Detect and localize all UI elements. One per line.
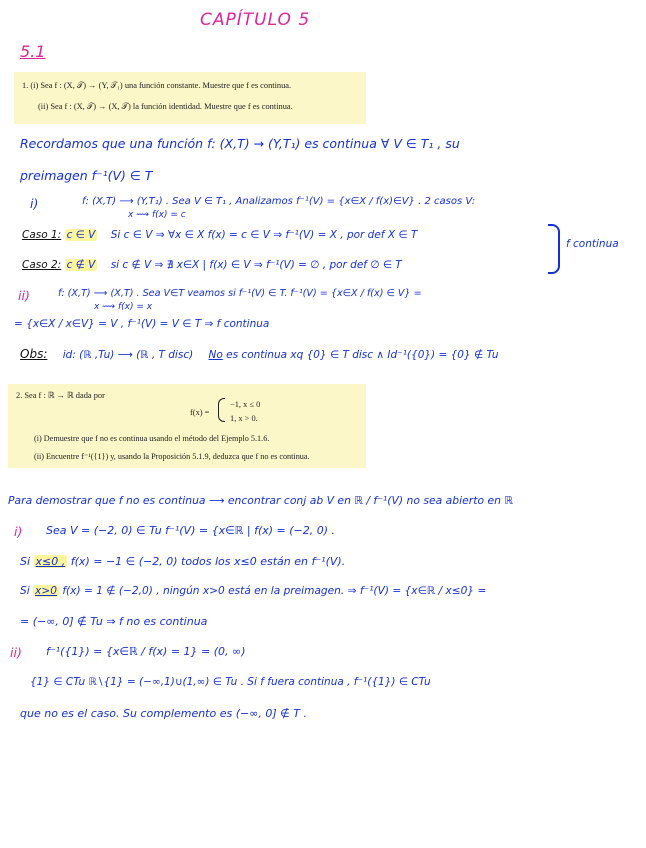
note-definition-line-1: Recordamos que una función f: (X,T) → (Y,T₁) es continua ∀ V ∈ T₁ , su: [20, 136, 460, 151]
note-i-mapping: x ⟿ f(x) = c: [128, 210, 186, 220]
caso-1-row: [22, 229, 417, 241]
exercise-2-case-1: −1, x ≤ 0: [230, 400, 261, 409]
note2-l3-text: f(x) = 1 ∉ (−2,0) , ningún x>0 está en la preimagen. ⇒ f⁻¹(V) = {x∈ℝ / x≤0} =: [62, 585, 487, 597]
note2-l2-pre: Si: [20, 555, 31, 568]
obs-no: No: [208, 349, 223, 361]
note2-line-3: [20, 585, 486, 597]
caso-1-label: Caso 1:: [22, 229, 62, 241]
section-number: 5.1: [20, 42, 46, 61]
note-i-label: i): [30, 196, 39, 211]
note2-l3-highlight: x>0: [35, 585, 57, 597]
note2-l2-highlight: x≤0 ,: [35, 555, 66, 568]
note2-l3-pre: Si: [20, 585, 30, 597]
note2-i-line: Sea V = (−2, 0) ∈ Tu f⁻¹(V) = {x∈ℝ | f(x) = (−2, 0) .: [46, 524, 336, 537]
caso-2-text: si c ∉ V ⇒ ∄ x∈X | f(x) ∈ V ⇒ f⁻¹(V) = ∅ , por def ∅ ∈ T: [110, 259, 402, 271]
note-i-line: f: (X,T) ⟶ (Y,T₁) . Sea V ∈ T₁ , Analizamos f⁻¹(V) = {x∈X / f(x)∈V} . 2 casos V:: [82, 196, 476, 207]
caso-2-condition: c ∉ V: [66, 259, 96, 271]
note2-line-2: [20, 555, 345, 568]
cases-brace: [548, 224, 560, 274]
note-definition-line-2: preimagen f⁻¹(V) ∈ T: [20, 168, 153, 183]
note-ii-line-1: f: (X,T) ⟶ (X,T) . Sea V∈T veamos si f⁻¹(V) ∈ T. f⁻¹(V) = {x∈X / f(x) ∈ V} =: [58, 288, 422, 299]
obs-row: [20, 347, 499, 361]
exercise-2-item-i: (i) Demuestre que f no es continua usando el método del Ejemplo 5.1.6.: [34, 434, 270, 443]
caso-1-text: Si c ∈ V ⇒ ∀x ∈ X f(x) = c ∈ V ⇒ f⁻¹(V) = X , por def X ∈ T: [110, 229, 418, 241]
note2-ii-line-1: f⁻¹({1}) = {x∈ℝ / f(x) = 1} = (0, ∞): [46, 645, 246, 658]
note-ii-label: ii): [18, 288, 30, 303]
note2-l2-text: f(x) = −1 ∈ (−2, 0) todos los x≤0 están en f⁻¹(V).: [70, 555, 346, 568]
conclusion-continua: f continua: [566, 238, 619, 250]
obs-label: Obs:: [20, 347, 48, 361]
exercise-2-intro: 2. Sea f : ℝ → ℝ dada por: [16, 391, 105, 400]
caso-1-condition: c ∈ V: [66, 229, 96, 241]
note2-i-label: i): [14, 524, 23, 539]
note2-intro: Para demostrar que f no es continua ⟶ encontrar conj ab V en ℝ / f⁻¹(V) no sea abierto en ℝ: [8, 494, 513, 507]
caso-2-label: Caso 2:: [22, 259, 62, 271]
obs-rest: es continua xq {0} ∈ T disc ∧ Id⁻¹({0}) = {0} ∉ Tu: [226, 349, 499, 361]
exercise-2-case-2: 1, x > 0.: [230, 414, 258, 423]
exercise-2-box: [8, 384, 366, 468]
note2-ii-label: ii): [10, 645, 22, 660]
exercise-2-item-ii: (ii) Encuentre f⁻¹({1}) y, usando la Proposición 5.1.9, deduzca que f no es continua.: [34, 452, 310, 461]
piecewise-brace: [218, 398, 225, 422]
chapter-title: CAPÍTULO 5: [200, 10, 311, 30]
note-ii-mapping: x ⟿ f(x) = x: [94, 302, 153, 312]
exercise-1-part-i: 1. (i) Sea f : (X, 𝒯) → (Y, 𝒯₁) una función constante. Muestre que f es continua.: [22, 81, 292, 90]
exercise-1-part-ii: (ii) Sea f : (X, 𝒯) → (X, 𝒯) la función identidad. Muestre que f es continua.: [38, 102, 293, 111]
note-ii-line-2: = {x∈X / x∈V} = V , f⁻¹(V) = V ∈ T ⇒ f continua: [14, 318, 270, 330]
note2-line-4: = (−∞, 0] ∉ Tu ⇒ f no es continua: [20, 615, 208, 628]
exercise-1-box: [14, 72, 366, 124]
note2-ii-line-3: que no es el caso. Su complemento es (−∞, 0] ∉ T .: [20, 707, 307, 720]
note2-ii-line-2: {1} ∈ CTu ℝ∖{1} = (−∞,1)∪(1,∞) ∈ Tu . Si f fuera continua , f⁻¹({1}) ∈ CTu: [30, 676, 431, 688]
obs-function: id: (ℝ ,Tu) ⟶ (ℝ , T disc): [62, 349, 194, 361]
caso-2-row: [22, 259, 402, 271]
exercise-2-fx: f(x) =: [190, 408, 210, 417]
